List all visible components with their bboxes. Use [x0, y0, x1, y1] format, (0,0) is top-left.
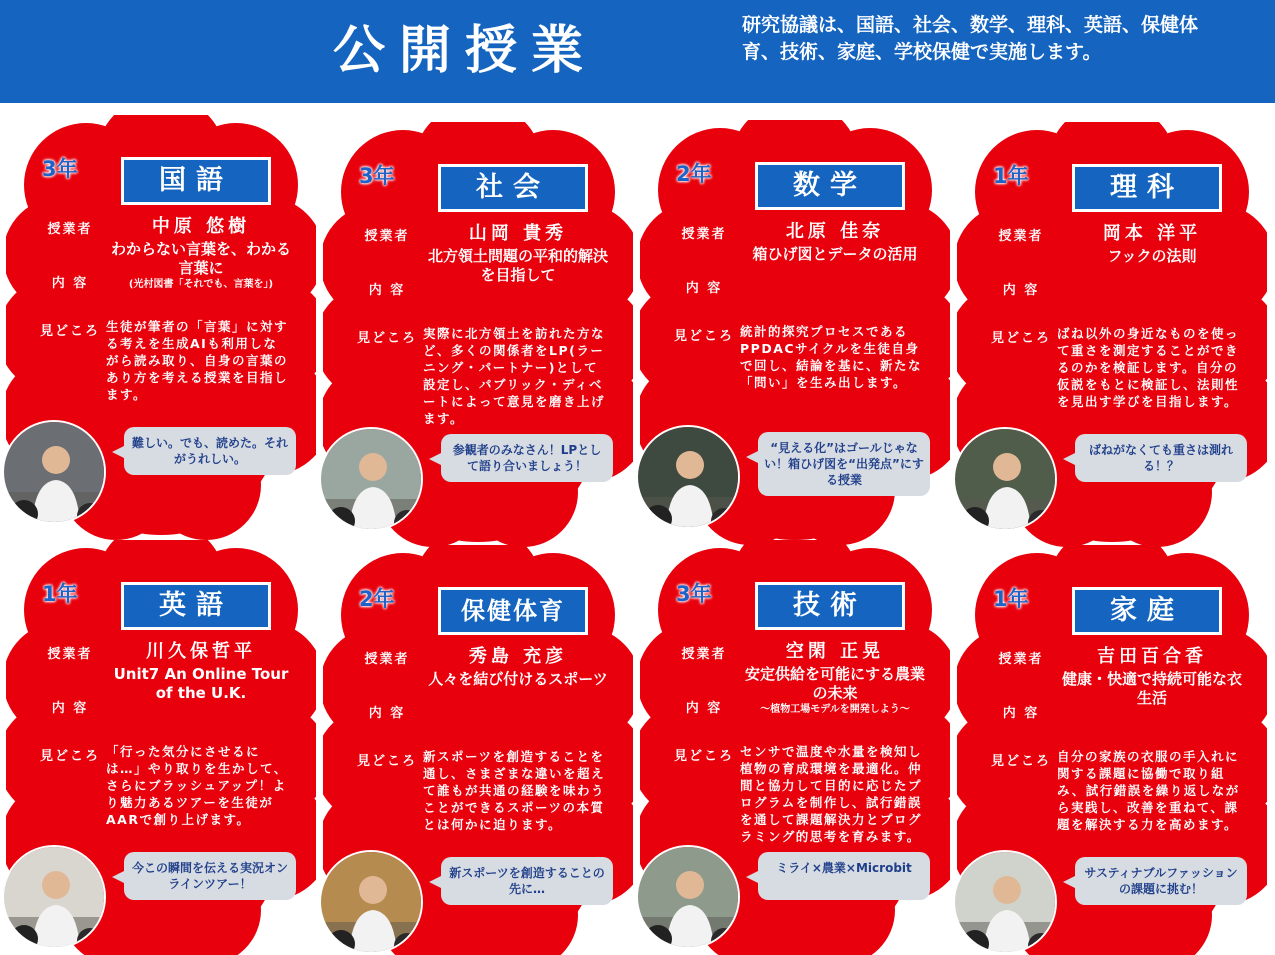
lesson-content — [1057, 247, 1247, 266]
speech-bubble: “見える化”はゴールじゃない！箱ひげ図を“出発点”にする授業 — [758, 432, 930, 496]
content-label: 内 容 — [685, 281, 723, 296]
teacher-name: 岡本 洋平 — [1102, 223, 1202, 244]
teacher-label: 授業者 — [998, 229, 1044, 244]
speech-bubble: 今この瞬間を伝える実況オンラインツアー！ — [124, 852, 296, 900]
lesson-highlight-text: 実際に北方領土を訪れた方など、多くの関係者をLP(ラーニング・パートナー)として設定し、パブリック・ディベートによって意見を磨き上げます。 — [423, 326, 606, 426]
point-label: 見どころ — [356, 331, 417, 346]
content-title: 人々を結び付けるスポーツ — [428, 670, 608, 688]
teacher-name: 中原 悠樹 — [151, 216, 251, 237]
point-label: 見どころ — [673, 329, 734, 344]
point-label: 見どころ — [990, 331, 1051, 346]
header-description: 研究協議は、国語、社会、数学、理科、英語、保健体育、技術、家庭、学校保健で実施します。 — [742, 14, 1199, 63]
content-title: 健康・快適で持続可能な衣生活 — [1061, 670, 1242, 707]
teacher-name: 山岡 貴秀 — [468, 223, 568, 244]
lesson-card — [957, 545, 1267, 955]
subject-title: 保健体育 — [438, 587, 588, 635]
content-label: 内 容 — [368, 283, 406, 298]
subject-title: 国語 — [121, 157, 271, 205]
teacher-name: 空閑 正晃 — [785, 641, 885, 662]
lesson-content — [106, 240, 296, 292]
subject-title: 社会 — [438, 164, 588, 212]
teacher-photo — [636, 845, 740, 949]
content-label: 内 容 — [51, 276, 89, 291]
point-label: 見どころ — [356, 754, 417, 769]
teacher-label: 授業者 — [364, 652, 410, 667]
teacher-name: 秀島 充彦 — [468, 646, 568, 667]
grade-label: 1年 — [993, 164, 1029, 188]
grade-label: 1年 — [42, 582, 78, 606]
speech-bubble: 参観者のみなさん！LPとして語り合いましょう！ — [441, 434, 613, 482]
lesson-highlight-text: センサで温度や水量を検知し植物の育成環境を最適化。仲間と協力して目的に応じたプログラムを制作し、試行錯誤を通して課題解決力とプログラミング的思考を育みます。 — [740, 744, 923, 844]
content-title: わからない言葉を、わかる言葉に — [110, 240, 291, 277]
lesson-card — [957, 122, 1267, 547]
lesson-card — [323, 122, 633, 547]
teacher-label: 授業者 — [47, 222, 93, 237]
content-subtitle: (光村図書「それでも、言葉を」) — [128, 279, 274, 290]
grade-label: 1年 — [993, 587, 1029, 611]
teacher-label: 授業者 — [364, 229, 410, 244]
lesson-highlight-text: 新スポーツを創造することを通し、さまざまな違いを超えて誰もが共通の経験を味わうことができるスポーツの本質とは何かに迫ります。 — [423, 749, 606, 832]
grade-label: 3年 — [359, 164, 395, 188]
teacher-photo — [2, 845, 106, 949]
grade-label: 2年 — [676, 162, 712, 186]
speech-bubble: 難しい。でも、読めた。それがうれしい。 — [124, 427, 296, 475]
content-title: Unit7 An Online Tour of the U.K. — [113, 665, 289, 702]
content-title: フックの法則 — [1107, 247, 1197, 265]
teacher-photo — [319, 427, 423, 531]
teacher-photo — [319, 850, 423, 954]
teacher-name: 川久保哲平 — [146, 641, 256, 662]
teacher-photo — [953, 850, 1057, 954]
teacher-label: 授業者 — [681, 647, 727, 662]
content-subtitle: 〜植物工場モデルを開発しよう〜 — [760, 704, 910, 715]
speech-bubble: ミライ×農業×Microbit — [758, 852, 930, 900]
subject-title: 理科 — [1072, 164, 1222, 212]
content-label: 内 容 — [685, 701, 723, 716]
grade-label: 3年 — [42, 157, 78, 181]
speech-bubble: 新スポーツを創造することの先に… — [441, 857, 613, 905]
teacher-name: 吉田百合香 — [1097, 646, 1207, 667]
content-title: 箱ひげ図とデータの活用 — [752, 245, 918, 263]
lesson-card — [640, 540, 950, 955]
lesson-content — [740, 245, 930, 264]
speech-bubble: サスティナブルファッションの課題に挑む！ — [1075, 857, 1247, 905]
content-title: 安定供給を可能にする農業の未来 — [744, 665, 925, 702]
teacher-photo — [636, 425, 740, 529]
lesson-highlight-text: 自分の家族の衣服の手入れに関する課題に協働で取り組み、試行錯誤を繰り返しながら実践し、改善を重ねて、課題を解決する力を高めます。 — [1057, 749, 1240, 832]
subject-title: 家庭 — [1072, 587, 1222, 635]
lesson-content — [423, 247, 613, 285]
lesson-highlight-text: 生徒が筆者の「言葉」に対する考えを生成AIも利用しながら読み取り、自身の言葉のあり方を考える授業を目指します。 — [106, 319, 289, 402]
content-label: 内 容 — [51, 701, 89, 716]
lesson-content — [1057, 670, 1247, 708]
subject-title: 技術 — [755, 582, 905, 630]
point-label: 見どころ — [39, 749, 100, 764]
point-label: 見どころ — [673, 749, 734, 764]
teacher-photo — [953, 427, 1057, 531]
lesson-card — [323, 545, 633, 955]
speech-bubble: ばねがなくても重さは測れる！？ — [1075, 434, 1247, 482]
teacher-photo — [2, 420, 106, 524]
grade-label: 2年 — [359, 587, 395, 611]
point-label: 見どころ — [990, 754, 1051, 769]
page-title: 公開授業 — [332, 21, 597, 81]
lesson-card — [640, 120, 950, 545]
point-label: 見どころ — [39, 324, 100, 339]
lesson-content — [106, 665, 296, 703]
page-header — [0, 0, 1275, 103]
content-label: 内 容 — [1002, 283, 1040, 298]
lesson-highlight-text: 統計的探究プロセスであるPPDACサイクルを生徒自身で回し、結論を基に、新たな「問い」を生み出します。 — [740, 324, 923, 390]
lesson-content — [423, 670, 613, 689]
teacher-name: 北原 佳奈 — [785, 221, 885, 242]
content-label: 内 容 — [1002, 706, 1040, 721]
teacher-label: 授業者 — [998, 652, 1044, 667]
lesson-highlight-text: ばね以外の身近なものを使って重さを測定することができるのかを検証します。自分の仮説をもとに検証し、法則性を見出す学びを目指します。 — [1057, 326, 1240, 409]
subject-title: 英語 — [121, 582, 271, 630]
lesson-card — [6, 540, 316, 955]
teacher-label: 授業者 — [681, 227, 727, 242]
subject-title: 数学 — [755, 162, 905, 210]
lesson-highlight-text: 「行った気分にさせるには…」やり取りを生かして、さらにブラッシュアップ！より魅力あるツアーを生徒がAARで創り上げます。 — [106, 744, 288, 827]
lesson-content — [740, 665, 930, 717]
content-title: 北方領土問題の平和的解決を目指して — [427, 247, 608, 284]
lesson-card — [6, 115, 316, 540]
content-label: 内 容 — [368, 706, 406, 721]
grade-label: 3年 — [676, 582, 712, 606]
teacher-label: 授業者 — [47, 647, 93, 662]
